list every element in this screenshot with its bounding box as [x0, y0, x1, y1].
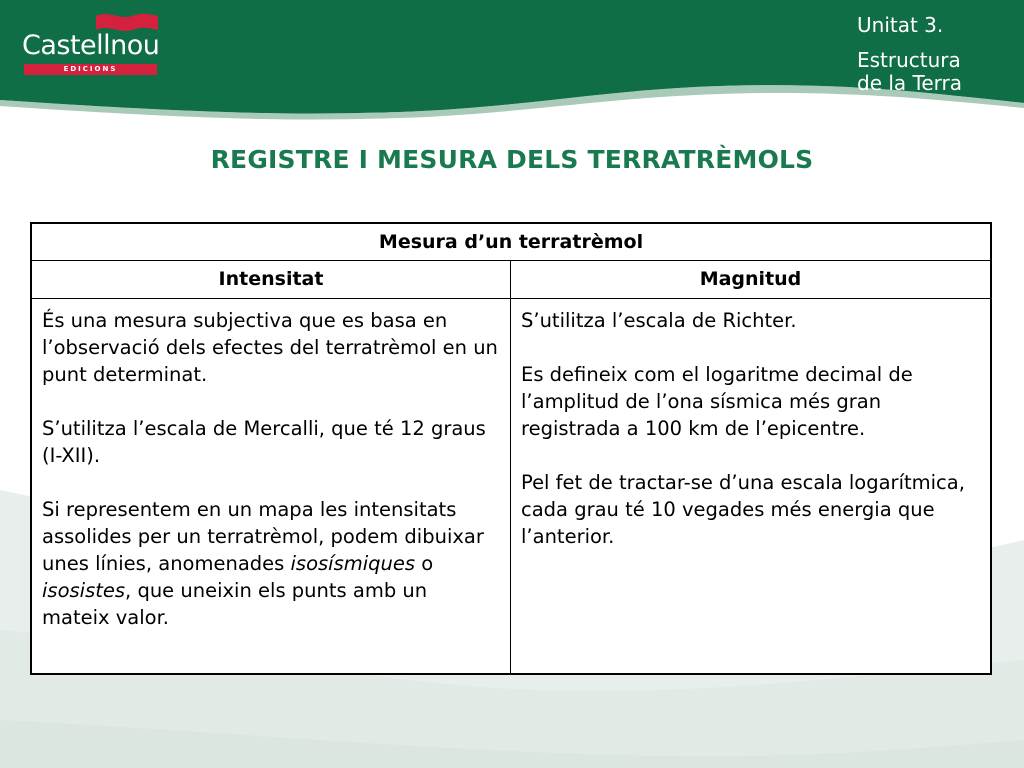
magnitude-cell — [511, 299, 990, 673]
castellnou-logo — [22, 10, 162, 80]
table-header-row — [32, 261, 990, 299]
table-caption: Mesura d’un terratrèmol — [378, 231, 644, 253]
table-caption-row — [32, 224, 990, 261]
slide-title: REGISTRE I MESURA DELS TERRATRÈMOLS — [210, 145, 814, 174]
isoseismal-text-b: o — [415, 552, 434, 575]
intensity-cell — [32, 299, 511, 673]
table-body-row — [32, 299, 990, 673]
isoseismal-text-c: , que uneixin els punts amb un mateix valor. — [42, 579, 428, 629]
intensity-definition: És una mesura subjectiva que es basa en l’observació dels efectes del terratrèmol en un punt determinat. — [42, 309, 498, 386]
isoseismal-term-2: isosistes — [42, 579, 126, 602]
column-header-intensity: Intensitat — [32, 261, 511, 298]
unit-title-line-2: de la Terra — [857, 71, 962, 95]
intensity-isoseismal — [42, 496, 500, 631]
logo-subtitle-bar: EDICIONS — [24, 64, 157, 75]
logo-wordmark: Castellnou — [22, 30, 160, 61]
intensity-scale: S’utilitza l’escala de Mercalli, que té 12 graus (I-XII). — [42, 417, 486, 467]
earthquake-measure-table — [30, 222, 992, 675]
magnitude-definition: Es defineix com el logaritme decimal de l’amplitud de l’ona sísmica més gran registrada a 100 km de l’epicentre. — [521, 363, 913, 440]
flag-icon — [94, 10, 160, 32]
magnitude-scale: S’utilitza l’escala de Richter. — [521, 309, 797, 332]
isoseismal-term-1: isosísmiques — [290, 552, 416, 575]
unit-number: Unitat 3. — [857, 13, 944, 37]
column-header-magnitude: Magnitud — [699, 268, 802, 290]
unit-info — [857, 14, 1017, 95]
unit-title-line-1: Estructura — [857, 48, 961, 72]
isoseismal-text-a: Si representem en un mapa les intensitats assolides per un terratrèmol, podem dibuixar unes línies, anomenades — [42, 498, 484, 575]
magnitude-logarithmic: Pel fet de tractar-se d’una escala logarítmica, cada grau té 10 vegades més energia que l’anterior. — [521, 471, 965, 548]
